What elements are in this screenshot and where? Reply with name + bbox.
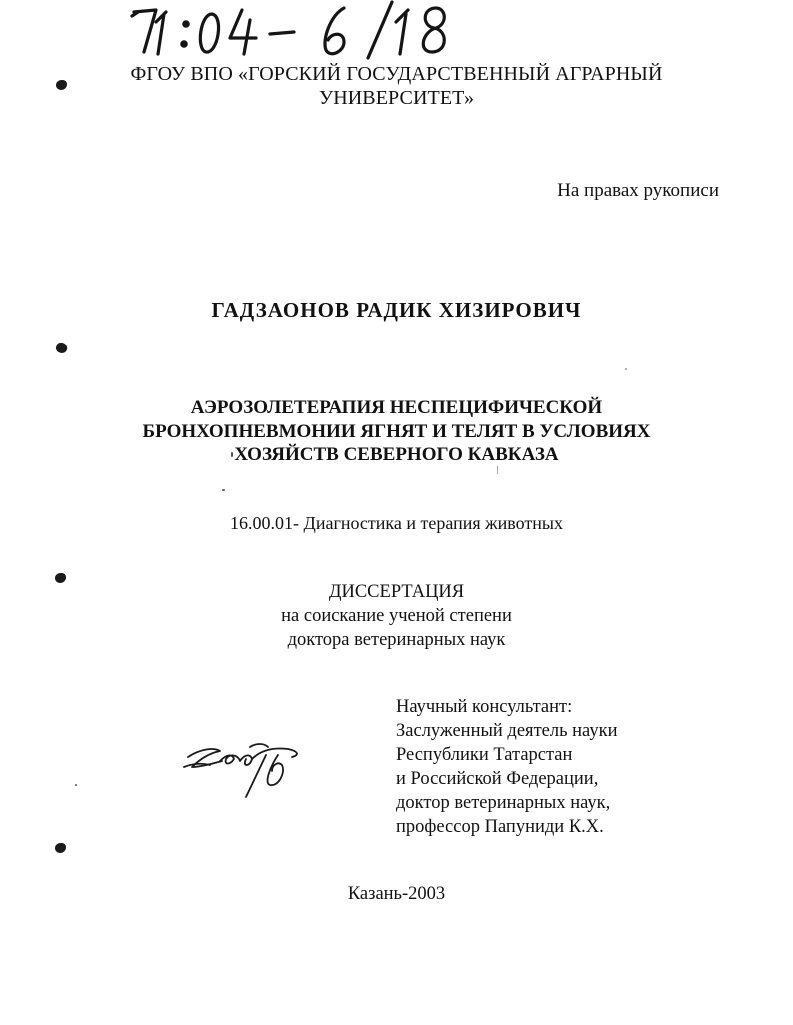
organization-line-2: УНИВЕРСИТЕТ» (318, 87, 475, 109)
consultant-line: и Российской Федерации, (396, 769, 599, 789)
punch-hole (54, 341, 69, 355)
consultant-line: профессор Папуниди К.Х. (396, 817, 604, 837)
scan-speck (625, 368, 627, 370)
title-line-2: БРОНХОПНЕВМОНИИ ЯГНЯТ И ТЕЛЯТ В УСЛОВИЯХ (142, 421, 651, 442)
author-name: ГАДЗАОНОВ РАДИК ХИЗИРОВИЧ (211, 298, 582, 322)
dissertation-field-line: доктора ветеринарных наук (287, 630, 506, 650)
rights-notice: На правах рукописи (557, 180, 719, 201)
consultant-heading: Научный консультант: (396, 697, 573, 717)
scan-speck (222, 489, 225, 491)
scan-speck (497, 466, 498, 474)
handwritten-signature (180, 733, 310, 803)
scan-speck (75, 784, 77, 786)
punch-hole (55, 843, 66, 853)
dissertation-degree-line: на соискание ученой степени (281, 606, 512, 626)
specialty: 16.00.01- Диагностика и терапия животных (230, 513, 563, 533)
consultant-line: доктор ветеринарных наук, (396, 793, 611, 813)
city-year: Казань-2003 (347, 884, 446, 904)
dissertation-type: ДИССЕРТАЦИЯ (328, 582, 465, 602)
handwritten-archive-number (130, 0, 510, 62)
consultant-line: Республики Татарстан (396, 745, 573, 765)
organization-line-1: ФГОУ ВПО «ГОРСКИЙ ГОСУДАРСТВЕННЫЙ АГРАРНЫЙ (130, 63, 663, 85)
consultant-line: Заслуженный деятель науки (396, 721, 618, 741)
consultant-block (396, 695, 617, 839)
title-line-1: АЭРОЗОЛЕТЕРАПИЯ НЕСПЕЦИФИЧЕСКОЙ (190, 397, 603, 418)
title-line-3: ХОЗЯЙСТВ СЕВЕРНОГО КАВКАЗА (234, 444, 559, 465)
